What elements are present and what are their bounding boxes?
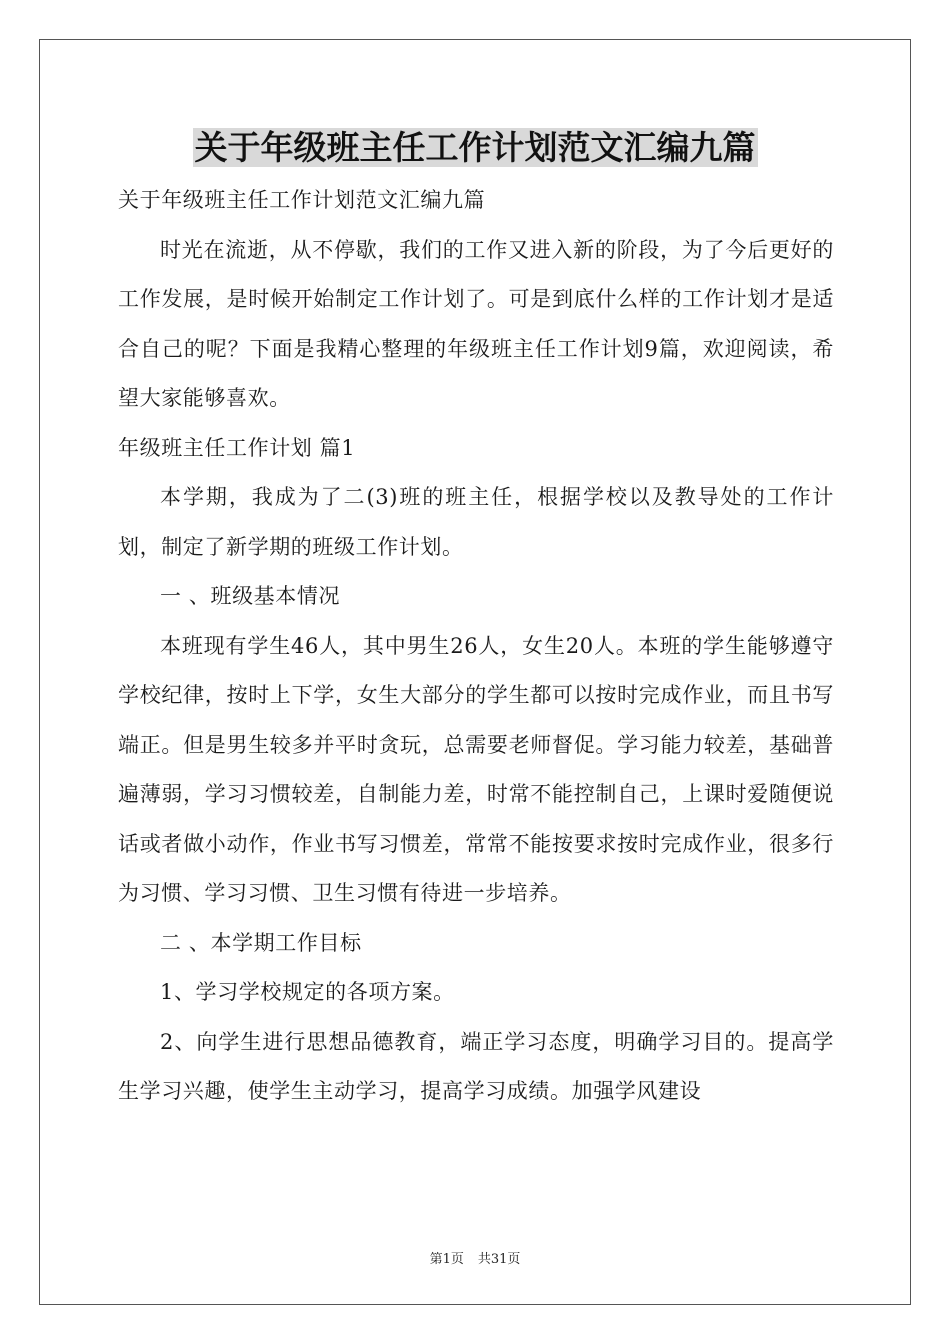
document-title [0,124,950,172]
heading-class-situation: 一 、班级基本情况 [160,584,341,608]
paragraph-intro: 时光在流逝，从不停歇，我们的工作又进入新的阶段，为了今后更好的工作发展，是时候开始制定工作计划了。可是到底什么样的工作计划才是适合自己的呢？下面是我精心整理的年级班主任工作计划9篇，欢迎阅读，希望大家能够喜欢。 [118,237,834,410]
page-total: 共31页 [477,1252,521,1267]
heading-work-goals: 二 、本学期工作目标 [160,930,362,955]
page-number: 第1页 [429,1252,464,1267]
page-footer [0,1248,950,1267]
document-body [118,176,834,1117]
section-heading-part-1: 年级班主任工作计划 篇1 [118,435,356,460]
document-title-text: 关于年级班主任工作计划范文汇编九篇 [194,128,756,167]
list-item-goal-2: 2、向学生进行思想品德教育，端正学习态度，明确学习目的。提高学生学习兴趣，使学生主动学习，提高学习成绩。加强学风建设 [118,1029,834,1103]
list-item-goal-1: 1、学习学校规定的各项方案。 [160,980,455,1004]
paragraph-class-situation: 本班现有学生46人，其中男生26人，女生20人。本班的学生能够遵守学校纪律，按时上下学，女生大部分的学生都可以按时完成作业，而且书写端正。但是男生较多并平时贪玩，总需要老师督促。学习能力较差，基础普遍薄弱，学习习惯较差，自制能力差，时常不能控制自己，上课时爱随便说话或者做小动作，作业书写习惯差，常常不能按要求按时完成作业，很多行为习惯、学习习惯、卫生习惯有待进一步培养。 [118,633,834,905]
paragraph-subtitle: 关于年级班主任工作计划范文汇编九篇 [118,188,486,212]
paragraph-part-1-intro: 本学期，我成为了二(3)班的班主任，根据学校以及教导处的工作计划，制定了新学期的班级工作计划。 [118,485,834,559]
